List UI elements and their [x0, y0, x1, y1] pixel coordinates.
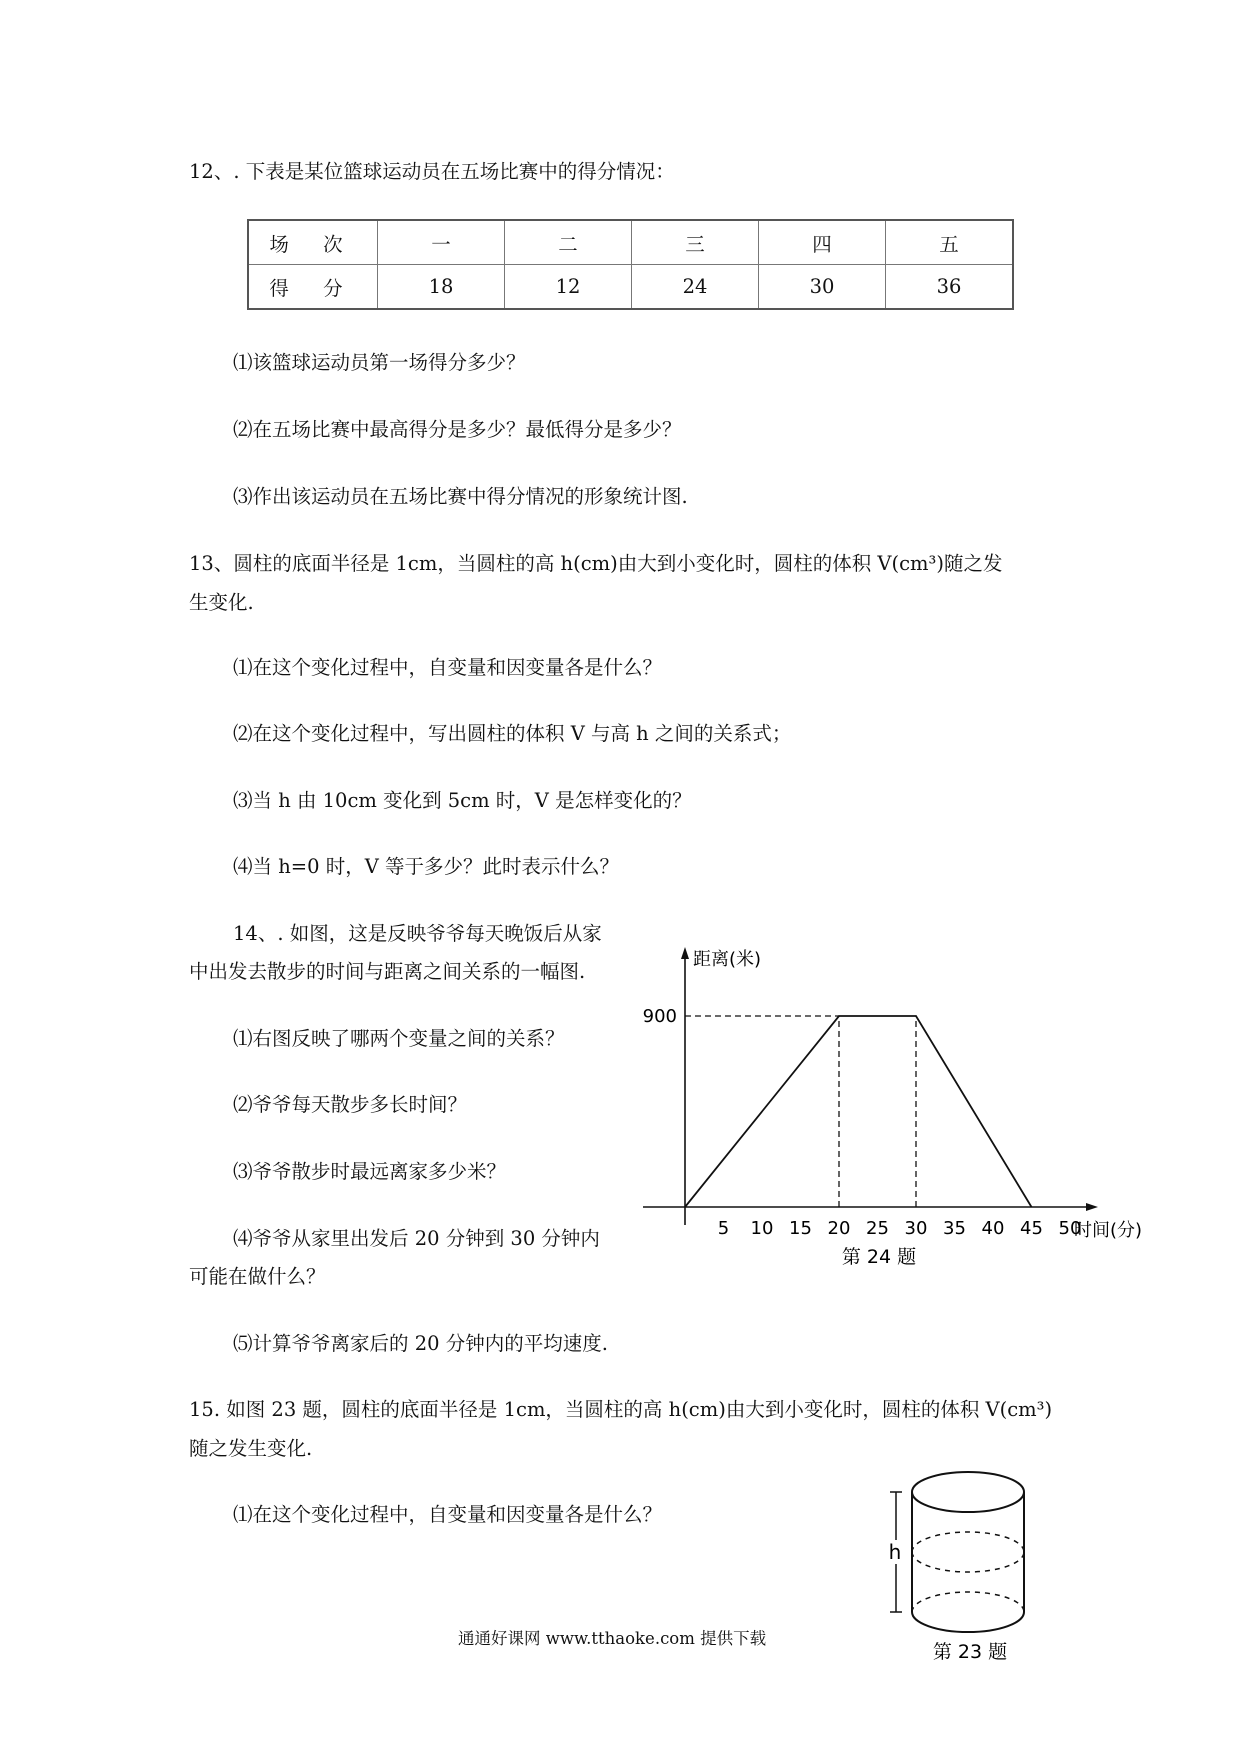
table-header-cell: 四	[759, 220, 886, 265]
q12-item-3: ⑶作出该运动员在五场比赛中得分情况的形象统计图.	[233, 485, 688, 508]
series-line	[685, 1016, 1032, 1207]
x-tick-label: 25	[866, 1218, 889, 1239]
table-row	[248, 220, 1013, 265]
y-axis-label: 距离(米)	[693, 949, 762, 970]
q13-item-2: ⑵在这个变化过程中，写出圆柱的体积 V 与高 h 之间的关系式；	[233, 722, 792, 745]
q12-item-2: ⑵在五场比赛中最高得分是多少？最低得分是多少？	[233, 418, 682, 441]
x-tick-label: 5	[717, 1218, 730, 1239]
cylinder-bottom-front	[912, 1612, 1024, 1632]
q12-stem: 12、. 下表是某位篮球运动员在五场比赛中的得分情况：	[189, 160, 675, 183]
x-axis-arrow	[1086, 1203, 1098, 1211]
q12-item-1: ⑴该篮球运动员第一场得分多少？	[233, 351, 526, 374]
y-tick-label: 900	[642, 1006, 677, 1027]
q14-item-4-line1: ⑷爷爷从家里出发后 20 分钟到 30 分钟内	[233, 1227, 600, 1250]
x-tick-label: 20	[827, 1218, 851, 1239]
q15-item-1: ⑴在这个变化过程中，自变量和因变量各是什么？	[233, 1503, 663, 1526]
table-cell: 24	[632, 265, 759, 310]
q15-stem-line1: 15. 如图 23 题，圆柱的底面半径是 1cm，当圆柱的高 h(cm)由大到小变化时，圆柱的体积 V(cm³)	[189, 1398, 1053, 1421]
x-tick-label: 40	[981, 1218, 1005, 1239]
cylinder-figure	[880, 1460, 1050, 1670]
q13-item-4: ⑷当 h=0 时，V 等于多少？此时表示什么？	[233, 855, 619, 878]
x-tick-label: 50	[1058, 1218, 1082, 1239]
q15-stem-line2: 随之发生变化.	[189, 1437, 313, 1460]
x-axis-label: 时间(分)	[1074, 1220, 1143, 1241]
table-header-cell: 五	[886, 220, 1014, 265]
cylinder-top	[912, 1472, 1024, 1512]
distance-time-chart	[620, 935, 1160, 1275]
cylinder-mid-front	[912, 1552, 1024, 1572]
x-tick-label: 35	[943, 1218, 966, 1239]
table-cell: 18	[378, 265, 505, 310]
q13-stem-line1: 13、圆柱的底面半径是 1cm，当圆柱的高 h(cm)由大到小变化时，圆柱的体积 V(cm³)随之发	[189, 552, 1003, 575]
x-tick-label: 15	[789, 1218, 812, 1239]
q14-item-3: ⑶爷爷散步时最远离家多少米？	[233, 1160, 507, 1183]
q14-item-5: ⑸计算爷爷离家后的 20 分钟内的平均速度.	[233, 1332, 608, 1355]
q14-item-2: ⑵爷爷每天散步多长时间？	[233, 1093, 468, 1116]
table-header-cell: 二	[505, 220, 632, 265]
table-cell: 30	[759, 265, 886, 310]
table-cell: 12	[505, 265, 632, 310]
table-row	[248, 265, 1013, 310]
q14-stem-line2: 中出发去散步的时间与距离之间关系的一幅图.	[189, 960, 586, 983]
table-header-cell: 三	[632, 220, 759, 265]
chart-caption: 第 24 题	[841, 1246, 917, 1268]
q13-item-3: ⑶当 h 由 10cm 变化到 5cm 时，V 是怎样变化的？	[233, 789, 692, 812]
q13-item-1: ⑴在这个变化过程中，自变量和因变量各是什么？	[233, 656, 663, 679]
q14-item-4-line2: 可能在做什么？	[189, 1265, 326, 1288]
q14-item-1: ⑴右图反映了哪两个变量之间的关系？	[233, 1027, 565, 1050]
x-tick-label: 30	[904, 1218, 928, 1239]
cylinder-bottom-back	[912, 1592, 1024, 1612]
page-footer: 通通好课网 www.tthaoke.com 提供下载	[458, 1629, 767, 1648]
figure-23-caption: 第 23 题	[932, 1641, 1008, 1663]
table-cell: 36	[886, 265, 1014, 310]
height-label: h	[888, 1540, 902, 1564]
table-cell: 得 分	[248, 265, 378, 310]
q14-stem-line1: 14、. 如图，这是反映爷爷每天晚饭后从家	[233, 922, 602, 945]
q13-stem-line2: 生变化.	[189, 591, 254, 614]
table-header-cell: 场 次	[248, 220, 378, 265]
x-tick-label: 10	[750, 1218, 774, 1239]
cylinder-mid-back	[912, 1532, 1024, 1552]
table-header-cell: 一	[378, 220, 505, 265]
y-axis-arrow	[681, 947, 689, 959]
x-tick-label: 45	[1020, 1218, 1043, 1239]
score-table	[247, 219, 1014, 310]
